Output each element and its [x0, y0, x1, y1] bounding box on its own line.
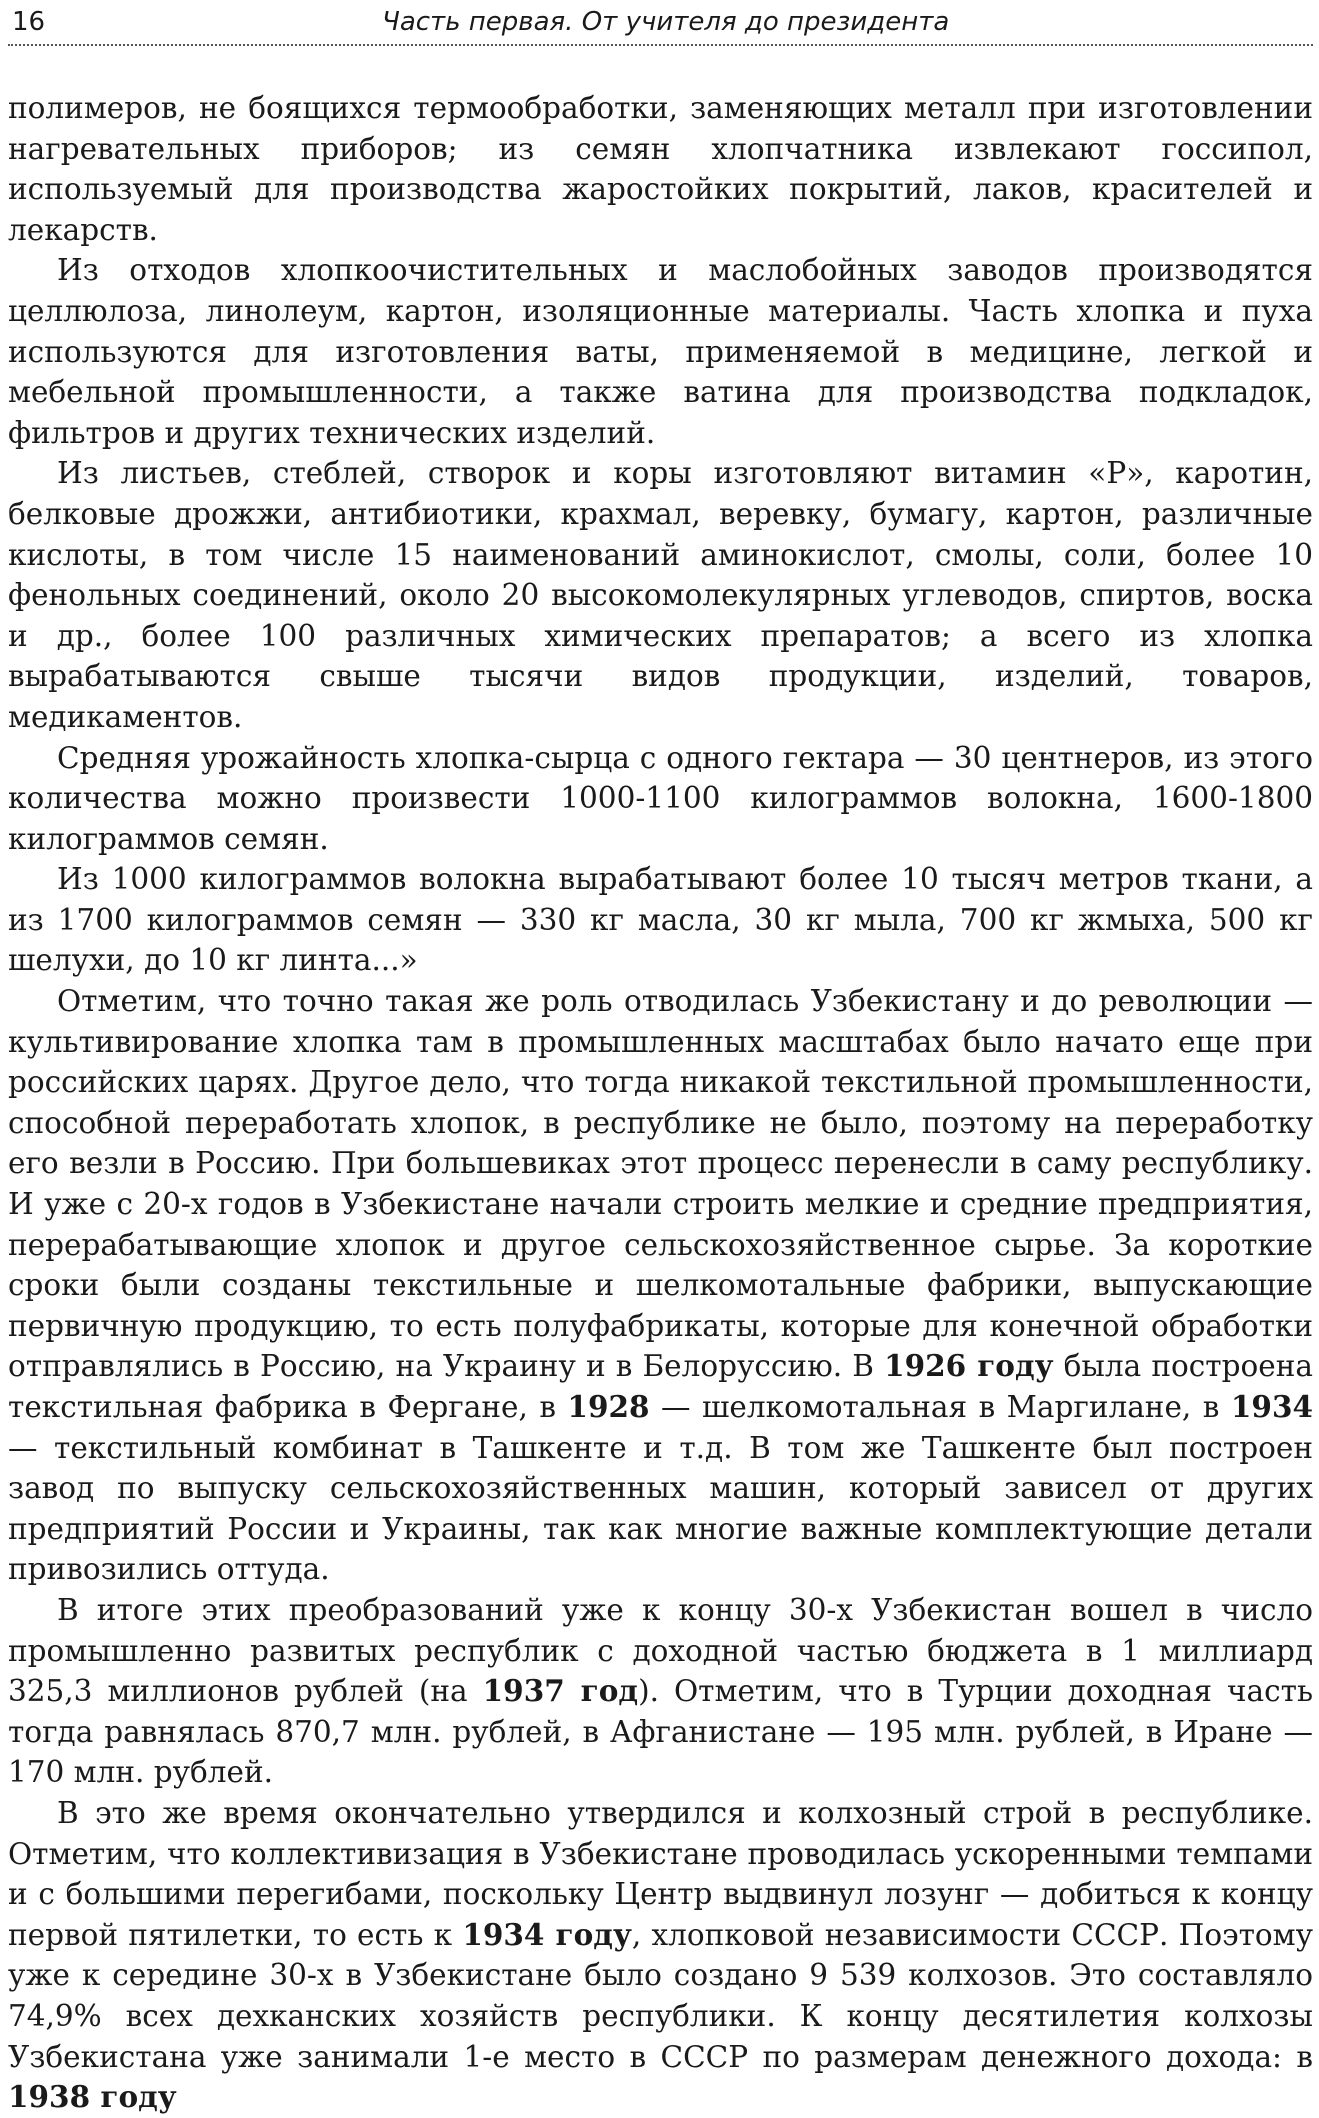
text-run: Из 1000 килограммов волокна вырабатывают более 10 тысяч метров ткани, а из 1700 килограммов семян — 330 кг масла, 30 кг мыла, 700 кг жмыха, 500 кг шелухи, до 10 кг линта...»: [8, 862, 1313, 978]
paragraph: [8, 1793, 1313, 2118]
paragraph: [8, 453, 1313, 737]
bold-date: 1934 году: [462, 1916, 632, 1952]
paragraph: [8, 88, 1313, 250]
bold-date: 1937 год: [482, 1673, 639, 1709]
paragraph: [8, 1590, 1313, 1793]
text-run: В итоге этих преобразований уже к концу 30-х Узбекистан вошел в число промышленно развитых республик с доходной частью бюджета в 1 миллиард 325,3 миллионов рублей (на: [8, 1592, 1313, 1709]
running-head: [8, 0, 1313, 46]
bold-date: 1938 году: [8, 2079, 177, 2115]
text-run: Из листьев, стеблей, створок и коры изготовляют витамин «Р», каротин, белковые дрожжи, антибиотики, крахмал, веревку, бумагу, картон, различные кислоты, в том числе 15 наименований аминокислот, смолы, соли, более 10 фенольных соединений, около 20 высокомолекулярных углеводов, спиртов, воска и др., более 100 различных химических препаратов; а всего из хлопка вырабатываются свыше тысячи видов продукции, изделий, товаров, медикаментов.: [8, 456, 1313, 734]
text-run: Средняя урожайность хлопка-сырца с одного гектара — 30 центнеров, из этого количества можно произвести 1000-1100 килограммов волокна, 1600-1800 килограммов семян.: [8, 740, 1313, 856]
header-title: Часть первая. От учителя до президента: [382, 7, 950, 37]
paragraph: [8, 250, 1313, 453]
page-number: 16: [12, 7, 46, 37]
bold-date: 1926 году: [884, 1348, 1054, 1384]
text-run: — шелкомотальная в Маргилане, в: [649, 1390, 1231, 1424]
paragraph: [8, 738, 1313, 860]
text-run: — текстильный комбинат в Ташкенте и т.д. В том же Ташкенте был построен завод по выпуску сельскохозяйственных машин, который зависел от других предприятий России и Украины, так как многие важные комплектующие детали привозились оттуда.: [8, 1430, 1313, 1587]
text-run: Из отходов хлопкоочистительных и маслобойных заводов производятся целлюлоза, линолеум, картон, изоляционные материалы. Часть хлопка и пуха используются для изготовления ваты, применяемой в медицине, легкой и мебельной промышленности, а также ватина для производства подкладок, фильтров и других технических изделий.: [8, 253, 1313, 450]
bold-date: 1934: [1230, 1389, 1313, 1424]
text-run: В это же время окончательно утвердился и колхозный строй в республике. Отметим, что коллективизация в Узбекистане проводилась ускоренными темпами и с большими перегибами, поскольку Центр выдвинул лозунг — добиться к концу первой пятилетки, то есть к: [8, 1795, 1313, 1952]
paragraph: [8, 859, 1313, 981]
text-run: полимеров, не боящихся термообработки, заменяющих металл при изготовлении нагревательных приборов; из семян хлопчатника извлекают госсипол, используемый для производства жаростойких покрытий, лаков, красителей и лекарств.: [8, 91, 1313, 247]
text-run: Отметим, что точно такая же роль отводилась Узбекистану и до революции — культивирование хлопка там в промышленных масштабах было начато еще при российских царях. Другое дело, что тогда никакой текстильной промышленности, способной переработать хлопок, в республике не было, поэтому на переработку его везли в Россию. При большевиках этот процесс перенесли в саму республику. И уже с 20-х годов в Узбекистане начали строить мелкие и средние предприятия, перерабатывающие хлопок и другое сельскохозяйственное сырье. За короткие сроки были созданы текстильные и шелкомотальные фабрики, выпускающие первичную продукцию, то есть полуфабрикаты, которые для конечной обработки отправлялись в Россию, на Украину и в Белоруссию. В: [8, 984, 1313, 1384]
bold-date: 1928: [567, 1389, 650, 1424]
text-run: была построена текстильная фабрика в Фергане, в: [8, 1349, 1313, 1424]
text-run: ). Отметим, что в Турции доходная часть тогда равнялась 870,7 млн. рублей, в Афганистане — 195 млн. рублей, в Иране — 170 млн. рублей.: [8, 1674, 1314, 1790]
text-run: , хлопковой независимости СССР. Поэтому уже к середине 30-х в Узбекистане было создано 9 539 колхозов. Это составляло 74,9% всех дехканских хозяйств республики. К концу десятилетия колхозы Узбекистана уже занимали 1-е место в СССР по размерам денежного дохода: в: [8, 1917, 1313, 2074]
paragraph: [8, 981, 1313, 1590]
body-text: [8, 88, 1313, 2118]
